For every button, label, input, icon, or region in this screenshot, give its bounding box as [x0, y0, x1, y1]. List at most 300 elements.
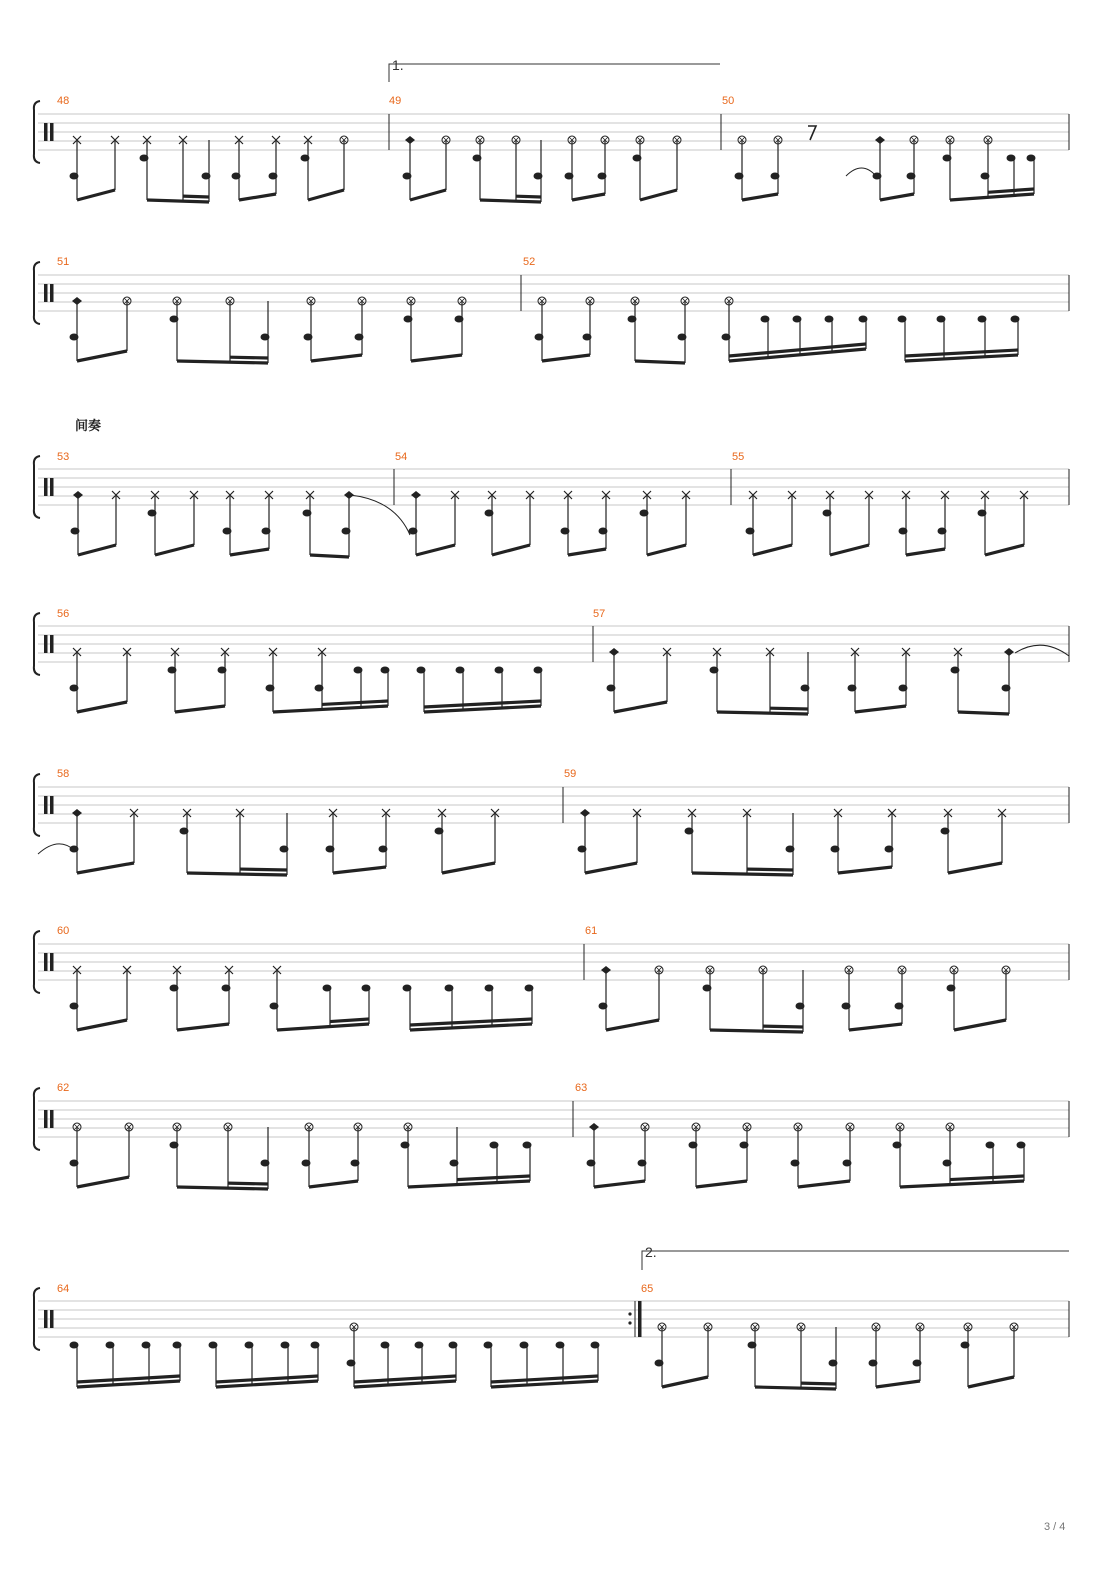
snare-notehead [449, 1342, 458, 1349]
kick-notehead [722, 334, 731, 341]
kick-notehead [786, 846, 795, 853]
snare-notehead [142, 1342, 151, 1349]
beam [900, 1181, 1024, 1187]
snare-notehead [961, 1342, 970, 1349]
kick-notehead [831, 846, 840, 853]
snare-notehead [490, 1142, 499, 1149]
kick-notehead [678, 334, 687, 341]
beamed-note-group [951, 648, 1015, 714]
beamed-note-group [140, 136, 211, 202]
crash-diamond-notehead [73, 491, 83, 499]
snare-notehead [534, 667, 543, 674]
kick-notehead [351, 1160, 360, 1167]
beam [594, 1181, 645, 1187]
measure-number: 49 [389, 95, 402, 107]
snare-notehead [140, 155, 149, 162]
beamed-note-group [409, 491, 460, 555]
kick-notehead [534, 173, 543, 180]
kick-notehead [981, 173, 990, 180]
beamed-note-group [535, 297, 595, 361]
snare-notehead [281, 1342, 290, 1349]
kick-notehead [379, 846, 388, 853]
kick-notehead [535, 334, 544, 341]
kick-notehead [735, 173, 744, 180]
beamed-note-group [404, 297, 467, 361]
percussion-clef-icon [50, 1310, 54, 1328]
beamed-note-group [301, 136, 349, 200]
snare-notehead [937, 316, 946, 323]
kick-notehead [938, 528, 947, 535]
beam [798, 1181, 850, 1187]
beam [755, 1387, 836, 1389]
tie [350, 495, 410, 535]
snare-notehead [525, 985, 534, 992]
crash-diamond-notehead [589, 1123, 599, 1131]
kick-notehead [899, 528, 908, 535]
staff-system [34, 1288, 1069, 1350]
snare-notehead [823, 510, 832, 517]
kick-notehead [302, 1160, 311, 1167]
kick-notehead [280, 846, 289, 853]
beamed-note-group [978, 491, 1029, 555]
snare-notehead [148, 510, 157, 517]
beamed-note-group [943, 136, 1036, 200]
snare-notehead [435, 828, 444, 835]
beam [950, 1176, 1024, 1180]
beam [742, 194, 778, 200]
kick-notehead [342, 528, 351, 535]
percussion-clef-icon [44, 635, 48, 653]
beamed-note-group [578, 809, 642, 873]
measure-number: 48 [57, 95, 70, 107]
volta-1 [389, 57, 720, 82]
beam [635, 361, 685, 363]
kick-notehead [565, 173, 574, 180]
beamed-note-group [270, 966, 371, 1030]
beam [77, 351, 127, 361]
snare-notehead [170, 1142, 179, 1149]
beamed-note-group [848, 648, 911, 712]
beamed-note-group [347, 1323, 458, 1387]
beamed-note-group [435, 809, 500, 873]
beamed-note-group [689, 1123, 752, 1187]
staff-system [34, 1088, 1069, 1150]
percussion-clef-icon [50, 123, 54, 141]
beam [801, 1383, 836, 1384]
snare-notehead [401, 1142, 410, 1149]
snare-notehead [943, 155, 952, 162]
beam [411, 355, 462, 361]
kick-notehead [801, 685, 810, 692]
beamed-note-group [232, 136, 281, 200]
snare-notehead [484, 1342, 493, 1349]
beam [77, 702, 127, 712]
snare-notehead [218, 667, 227, 674]
volta-2-label: 2. [645, 1244, 657, 1260]
beamed-note-group [70, 136, 120, 200]
snare-notehead [591, 1342, 600, 1349]
beam [77, 1020, 127, 1030]
beamed-note-group [823, 491, 874, 555]
snare-notehead [170, 316, 179, 323]
kick-notehead [848, 685, 857, 692]
beamed-note-group [893, 1123, 1026, 1187]
beamed-note-group [746, 491, 797, 555]
beam [408, 1181, 530, 1187]
kick-notehead [270, 1003, 279, 1010]
snare-notehead [859, 316, 868, 323]
beamed-note-group [148, 491, 199, 555]
beam [696, 1181, 747, 1187]
snare-notehead [170, 985, 179, 992]
kick-notehead [266, 685, 275, 692]
snare-notehead [793, 316, 802, 323]
kick-notehead [355, 334, 364, 341]
crash-diamond-notehead [601, 966, 611, 974]
beam [948, 863, 1002, 873]
beam [311, 355, 362, 361]
beam [228, 1183, 268, 1184]
beam [954, 1020, 1006, 1030]
kick-notehead [899, 685, 908, 692]
measure-number: 51 [57, 256, 70, 268]
staff-system [34, 931, 1069, 993]
beamed-note-group [685, 809, 795, 875]
crash-diamond-notehead [580, 809, 590, 817]
kick-notehead [583, 334, 592, 341]
repeat-dot [628, 1312, 631, 1315]
kick-notehead [70, 685, 79, 692]
beamed-note-group [302, 1123, 363, 1187]
snare-notehead [1017, 1142, 1026, 1149]
snare-notehead [106, 1342, 115, 1349]
kick-notehead [262, 528, 271, 535]
crash-diamond-notehead [1004, 648, 1014, 656]
beam [177, 361, 268, 363]
beamed-note-group [791, 1123, 855, 1187]
snare-notehead [978, 510, 987, 517]
beam [322, 701, 388, 704]
kick-notehead [70, 173, 79, 180]
kick-notehead [587, 1160, 596, 1167]
beamed-note-group [485, 491, 535, 555]
snare-notehead [703, 985, 712, 992]
beam [310, 555, 349, 557]
beamed-note-group [599, 966, 664, 1030]
volta-1-label: 1. [392, 57, 404, 73]
measure-number: 58 [57, 768, 70, 780]
beam [906, 549, 945, 555]
kick-notehead [70, 1160, 79, 1167]
beam [175, 706, 225, 712]
beam [416, 545, 455, 555]
beamed-note-group [70, 966, 132, 1030]
snare-notehead [168, 667, 177, 674]
measure-number: 59 [564, 768, 577, 780]
kick-notehead [223, 528, 232, 535]
volta-2 [642, 1244, 1069, 1270]
measure-number: 64 [57, 1283, 70, 1295]
snare-notehead [70, 1342, 79, 1349]
snare-notehead [485, 510, 494, 517]
percussion-clef-icon [44, 1310, 48, 1328]
beam [230, 357, 268, 358]
beam [183, 196, 209, 197]
beam [516, 196, 541, 197]
kick-notehead [913, 1360, 922, 1367]
beamed-note-group [70, 1342, 182, 1388]
beamed-note-group [655, 1323, 713, 1387]
beam [763, 1026, 803, 1027]
beamed-note-group [401, 1123, 532, 1187]
beamed-note-group [303, 491, 355, 557]
kick-notehead [943, 1160, 952, 1167]
snare-notehead [209, 1342, 218, 1349]
snare-notehead [740, 1142, 749, 1149]
crash-diamond-notehead [72, 809, 82, 817]
measure-number: 57 [593, 608, 606, 620]
measure-number: 55 [732, 451, 745, 463]
kick-notehead [842, 1003, 851, 1010]
beam [77, 190, 115, 200]
percussion-clef-icon [50, 478, 54, 496]
kick-notehead [895, 1003, 904, 1010]
snare-notehead [951, 667, 960, 674]
beamed-note-group [403, 136, 451, 200]
snare-notehead [1011, 316, 1020, 323]
beam [717, 712, 808, 714]
tie [1015, 645, 1069, 656]
staff-system [34, 774, 1069, 836]
kick-notehead [843, 1160, 852, 1167]
snare-notehead [180, 828, 189, 835]
kick-notehead [326, 846, 335, 853]
beamed-note-group [831, 809, 897, 873]
beam [614, 702, 667, 712]
beam [330, 1019, 369, 1022]
snare-notehead [556, 1342, 565, 1349]
snare-notehead [381, 667, 390, 674]
beam [855, 706, 906, 712]
beamed-note-group [71, 491, 121, 555]
beamed-note-group [842, 966, 907, 1030]
beam [333, 867, 386, 873]
snare-notehead [222, 985, 231, 992]
kick-notehead [315, 685, 324, 692]
beam [838, 867, 892, 873]
beam [606, 1020, 659, 1030]
beam [880, 194, 914, 200]
beamed-note-group [403, 985, 534, 1031]
beamed-note-group [703, 966, 805, 1032]
beam [542, 355, 590, 361]
beam [442, 863, 495, 873]
beamed-note-group [628, 297, 690, 363]
beamed-note-group [899, 491, 950, 555]
beamed-note-group [587, 1123, 650, 1187]
beamed-note-group [898, 316, 1020, 362]
snare-notehead [523, 1142, 532, 1149]
beam [572, 194, 605, 200]
beamed-note-group [633, 136, 682, 200]
measure-number: 54 [395, 451, 408, 463]
beam [187, 873, 287, 875]
beamed-note-group [710, 648, 810, 714]
snare-notehead [173, 1342, 182, 1349]
beam [239, 194, 276, 200]
kick-notehead [746, 528, 755, 535]
percussion-clef-icon [50, 953, 54, 971]
beamed-note-group [484, 1342, 600, 1388]
percussion-clef-icon [50, 635, 54, 653]
beamed-note-group [941, 809, 1007, 873]
beam [988, 189, 1034, 192]
beamed-note-group [266, 648, 390, 712]
kick-notehead [598, 173, 607, 180]
beam [710, 1030, 803, 1032]
snare-notehead [415, 1342, 424, 1349]
kick-notehead [791, 1160, 800, 1167]
staff-system [34, 262, 1069, 324]
beam [480, 200, 541, 202]
beam [78, 545, 116, 555]
kick-notehead [261, 334, 270, 341]
beamed-note-group [180, 809, 289, 875]
kick-notehead [70, 1003, 79, 1010]
snare-notehead [710, 667, 719, 674]
beamed-note-group [417, 667, 543, 713]
snare-notehead [473, 155, 482, 162]
snare-notehead [986, 1142, 995, 1149]
kick-notehead [1002, 685, 1011, 692]
percussion-clef-icon [44, 478, 48, 496]
beam [849, 1024, 902, 1030]
snare-notehead [445, 985, 454, 992]
kick-notehead [599, 1003, 608, 1010]
beam [309, 1181, 358, 1187]
percussion-clef-icon [44, 953, 48, 971]
kick-notehead [578, 846, 587, 853]
snare-notehead [941, 828, 950, 835]
beam [77, 1177, 129, 1187]
measure-number: 50 [722, 95, 735, 107]
kick-notehead [269, 173, 278, 180]
beam [747, 869, 793, 870]
beamed-note-group [170, 1123, 270, 1189]
measure-number: 63 [575, 1082, 588, 1094]
beam [770, 708, 808, 709]
repeat-end-barline [638, 1301, 642, 1337]
tie [38, 844, 74, 854]
staff-system [34, 456, 1069, 518]
measure-number: 65 [641, 1283, 654, 1295]
beamed-note-group [947, 966, 1011, 1030]
measure-number: 52 [523, 256, 536, 268]
kick-notehead [70, 846, 79, 853]
beamed-note-group [961, 1323, 1019, 1387]
beam [177, 1024, 229, 1030]
beam [277, 1024, 369, 1030]
snare-notehead [1007, 155, 1016, 162]
tie [846, 168, 876, 176]
staff-system [34, 613, 1069, 675]
crash-diamond-notehead [875, 136, 885, 144]
snare-notehead [381, 1342, 390, 1349]
measure-number: 53 [57, 451, 70, 463]
percussion-clef-icon [44, 1110, 48, 1128]
snare-notehead [301, 155, 310, 162]
beamed-note-group [869, 1323, 925, 1387]
beam [230, 549, 269, 555]
beamed-note-group [170, 297, 270, 363]
beam [950, 194, 1034, 200]
repeat-dot [628, 1321, 631, 1324]
kick-notehead [403, 173, 412, 180]
beamed-note-group [561, 491, 611, 555]
percussion-clef-icon [50, 1110, 54, 1128]
beam [177, 1187, 268, 1189]
beamed-note-group [748, 1323, 838, 1389]
kick-notehead [70, 334, 79, 341]
snare-notehead [455, 316, 464, 323]
percussion-clef-icon [50, 796, 54, 814]
snare-notehead [323, 985, 332, 992]
beamed-note-group [70, 297, 132, 361]
section-label-interlude: 间奏 [75, 418, 102, 433]
snare-notehead [685, 828, 694, 835]
snare-notehead [898, 316, 907, 323]
beamed-note-group [170, 966, 234, 1030]
beam [640, 190, 677, 200]
beam [147, 200, 209, 202]
kick-notehead [561, 528, 570, 535]
beamed-note-group [722, 297, 868, 361]
crash-diamond-notehead [411, 491, 421, 499]
beam [968, 1377, 1014, 1387]
snare-notehead [761, 316, 770, 323]
snare-notehead [354, 667, 363, 674]
beam [692, 873, 793, 875]
beam [457, 1176, 530, 1180]
kick-notehead [450, 1160, 459, 1167]
beamed-note-group [640, 491, 691, 555]
measure-number: 61 [585, 925, 598, 937]
beam [240, 869, 287, 870]
percussion-clef-icon [44, 123, 48, 141]
beamed-note-group [873, 136, 919, 200]
kick-notehead [607, 685, 616, 692]
beamed-note-group [607, 648, 672, 712]
beam [647, 545, 686, 555]
beam [568, 549, 606, 555]
kick-notehead [638, 1160, 647, 1167]
percussion-clef-icon [44, 284, 48, 302]
beam [77, 863, 134, 873]
snare-notehead [495, 667, 504, 674]
beamed-note-group [70, 648, 132, 712]
beam [273, 706, 388, 712]
beam [410, 190, 446, 200]
beam [155, 545, 194, 555]
snare-notehead [485, 985, 494, 992]
beam [492, 545, 530, 555]
kick-notehead [869, 1360, 878, 1367]
kick-notehead [599, 528, 608, 535]
snare-notehead [947, 985, 956, 992]
snare-notehead [633, 155, 642, 162]
beam [753, 545, 792, 555]
snare-notehead [825, 316, 834, 323]
